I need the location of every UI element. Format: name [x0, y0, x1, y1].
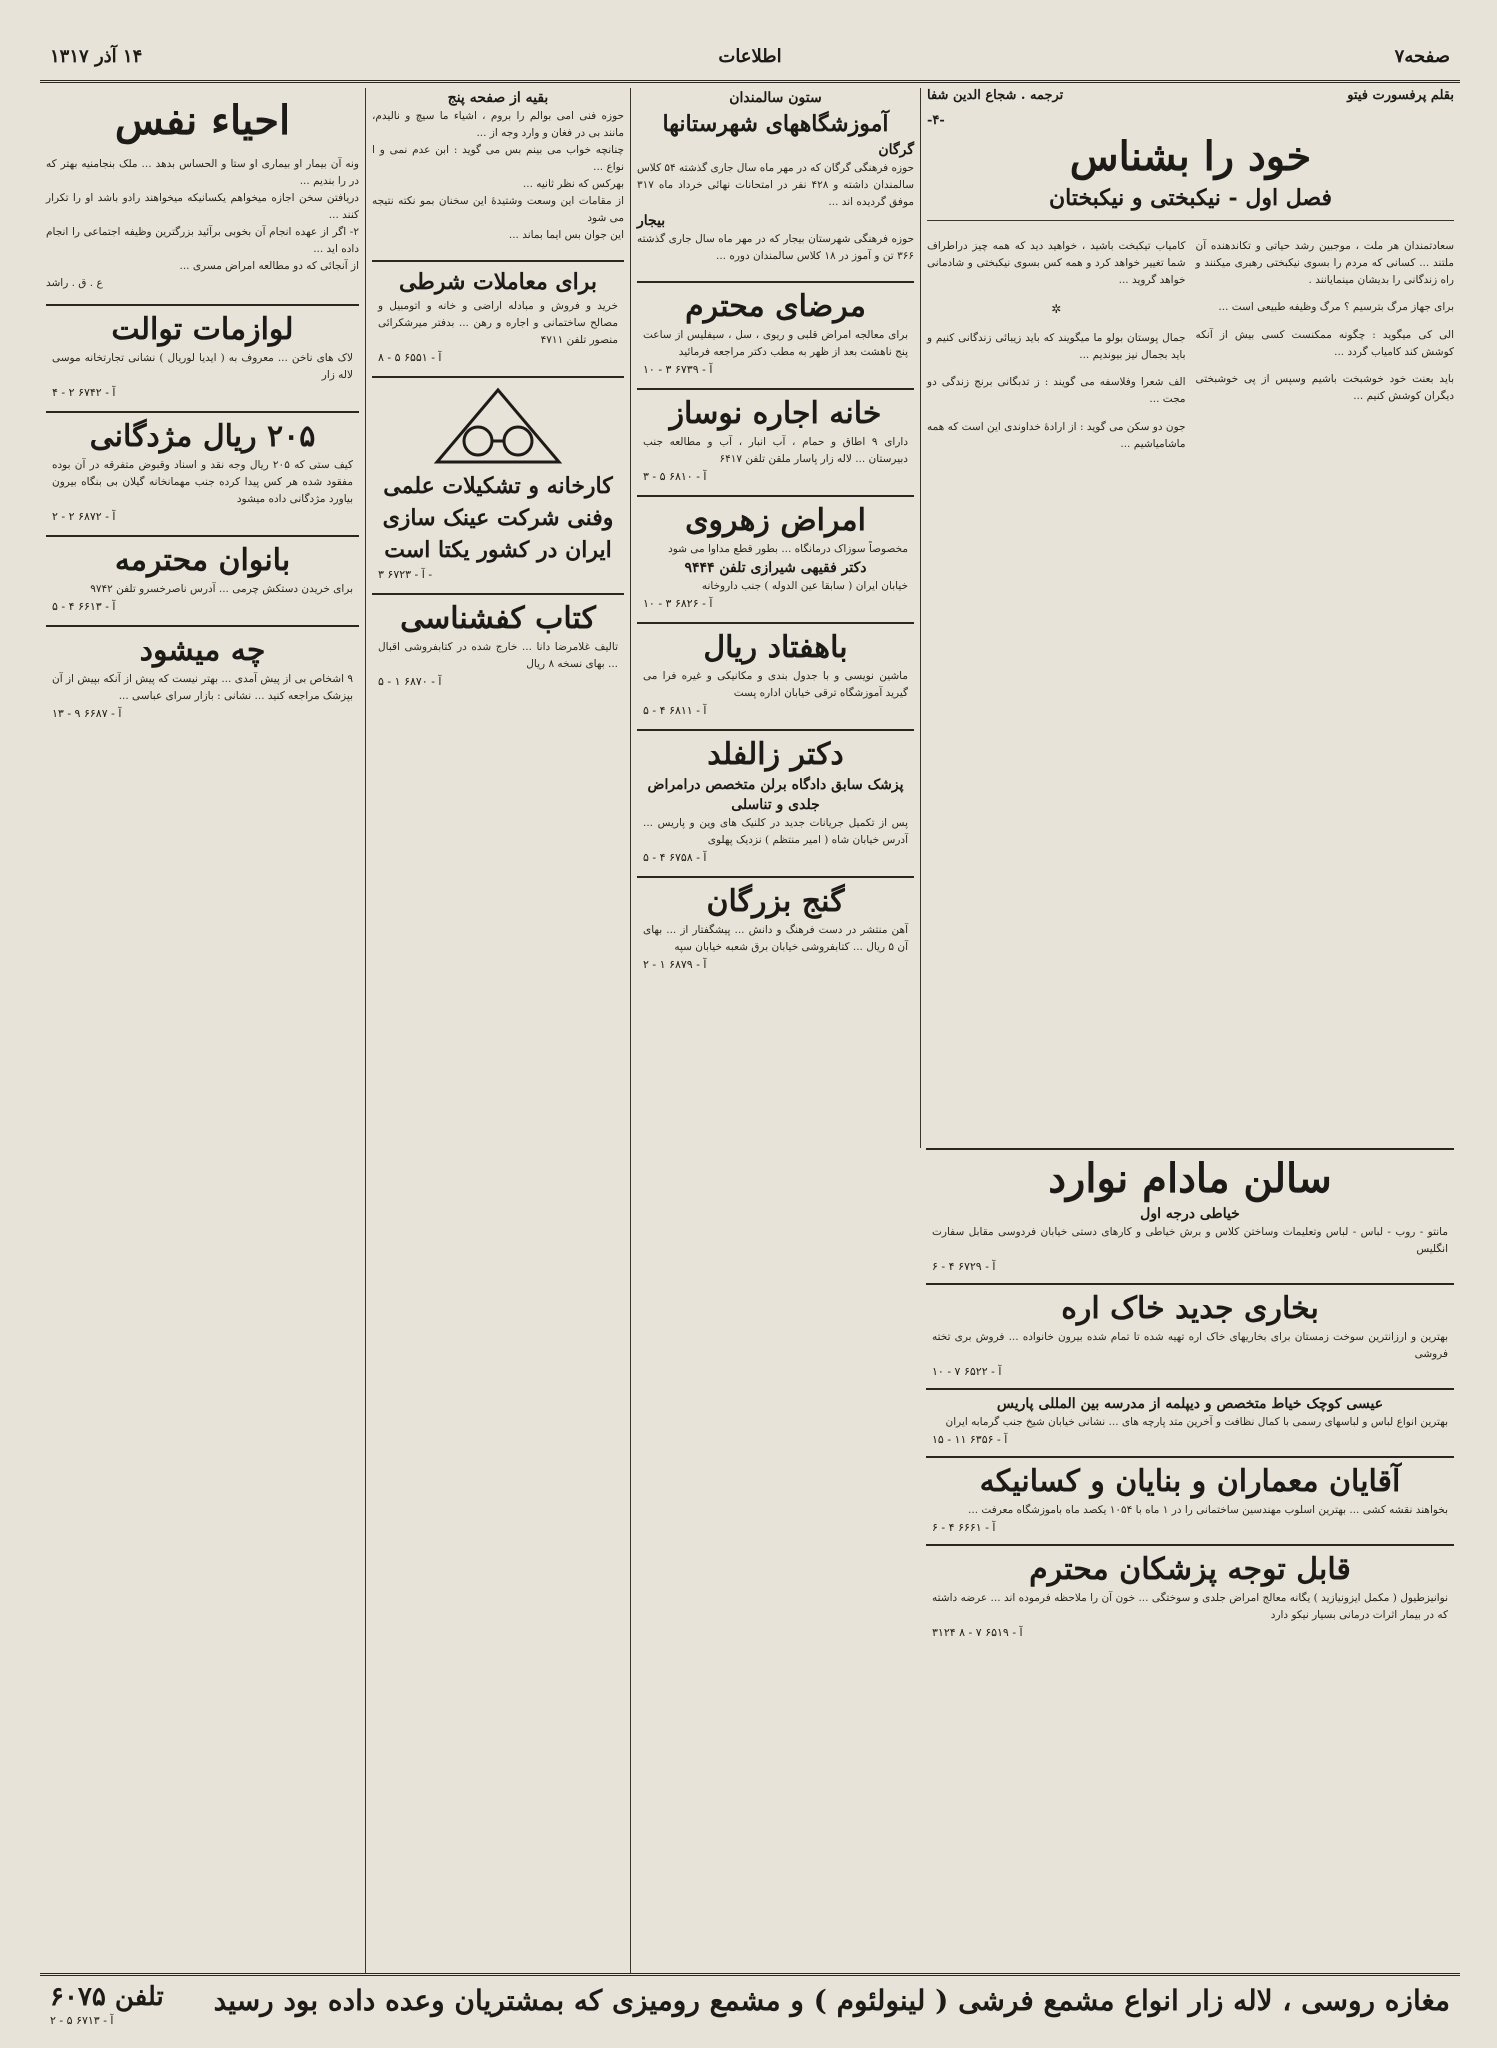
- footer-phone: تلفن ۶۰۷۵: [50, 1982, 164, 2012]
- ad-code: آ - ۶۸۱۰ ۵ - ۳: [643, 470, 707, 483]
- ad-body: ماشین نویسی و با جدول بندی و مکانیکی و غیره فرا می گیرید آموزشگاه ترقی خیابان اداره پست: [643, 670, 908, 699]
- section-title: آموزشگاههای شهرستانها: [662, 111, 889, 137]
- ad-code: آ - ۶۵۲۲ ۷ - ۱۰: [932, 1365, 1002, 1378]
- ad-title: لوازمات توالت: [111, 312, 294, 347]
- article-paragraph: سعادتمندان هر ملت ، موجبین رشد حیاتی و تکاندهنده آن ملتند ... کسانی که مردم را بسوی نیکبختی رهبری میکنند و راه زندگانی را بدیشان مینمایانند .: [1195, 239, 1454, 286]
- ad-code: آ - ۶۸۷۹ ۱ - ۲: [643, 958, 707, 971]
- column-khod-shenas: [920, 88, 1460, 1148]
- ad-body: ۹ اشخاص بی از پیش آمدی ... بهتر نیست که پیش از آنکه بپیش از آن بپزشک مراجعه کنید ... نشانی : بازار سرای عباسی ...: [52, 673, 353, 702]
- ad-body: برای خریدن دستکش چرمی ... آدرس ناصرخسرو تلفن ۹۷۴۲: [90, 583, 353, 595]
- masthead: [40, 38, 1460, 83]
- article-paragraph: دریافتن سخن اجازه میخواهم یکسانیکه میخواهند رادو باشد او را تکرار کنند ...: [46, 192, 359, 221]
- article-paragraph: این جوان بس ایما بماند ...: [508, 229, 624, 241]
- ad-title: کتاب کفشناسی: [400, 601, 596, 636]
- ad-haftad: [637, 622, 914, 721]
- ad-code: آ - ۶۶۶۱ ۴ - ۶: [932, 1521, 996, 1534]
- article-paragraph: الی کی میگوید : چگونه ممکنست کسی بیش از آنکه کوشش کند کامیاب گردد ...: [1195, 328, 1454, 358]
- ad-code: آ - ۶۷۲۹ ۴ - ۶: [932, 1260, 996, 1273]
- ad-code: آ - ۶۸۱۱ ۴ - ۵: [643, 704, 707, 717]
- ad-address: خیابان ایران ( سابقا عین الدوله ) جنب داروخانه: [701, 580, 908, 592]
- column-amoozeshgah: [630, 88, 920, 1973]
- ad-title: برای معاملات شرطی: [398, 269, 598, 295]
- ad-title: آقایان معماران و بنایان و کسانیکه: [979, 1464, 1401, 1499]
- ad-code: آ - ۶۷۴۲ ۲ - ۴: [52, 386, 116, 399]
- ad-body: بهترین انواع لباس و لباسهای رسمی با کمال نظافت و آخرین متد پارچه های ... نشانی خیابان شیخ جنب گرمابه ایران: [945, 1416, 1448, 1428]
- article-paragraph: چنانچه خواب می بینم بس می گوید : ابن عدم نمی و ا نواع ...: [372, 144, 624, 173]
- ad-body: تالیف غلامرضا دانا ... خارج شده در کتابفروشی اقبال ... بهای نسخه ۸ ریال: [378, 641, 618, 670]
- ad-code: آ - ۶۸۷۲ ۲ - ۲: [52, 510, 116, 523]
- ad-zohrevi: [637, 495, 914, 614]
- ad-title: ۲۰۵ ریال مژدگانی: [89, 419, 316, 454]
- ad-code: آ - ۶۸۷۰ ۱ - ۵: [378, 675, 442, 688]
- ad-title: دکتر زالفلد: [707, 737, 844, 772]
- section-paragraph: حوزه فرهنگی شهرستان بیجار که در مهر ماه سال جاری گذشته ۳۶۶ تن و آموز در ۱۸ کلاس سالمندان دوره ...: [637, 233, 914, 262]
- ad-moamelat: [372, 260, 624, 368]
- footer-text: مغازه روسی ، لاله زار انواع مشمع فرشی ( لینولئوم ) و مشمع رومیزی که بمشتریان وعده داده بود رسید: [213, 1984, 1450, 2017]
- ad-code: آ - ۶۸۲۶ ۳ - ۱۰: [643, 597, 713, 610]
- article-paragraph: ۲- اگر از عهده انجام آن بخوبی برآئید بزرگترین وظیفه اجتماعی را انجام داده اید ...: [46, 226, 359, 255]
- ad-code: آ - ۶۷۵۸ ۴ - ۵: [643, 851, 707, 864]
- article-paragraph: از مقامات این وسعت وشتیدهٔ این سخنان بمو نکته نتیجه می شود: [372, 195, 624, 224]
- ad-doctor: دکتر فقیهی شیرازی تلفن ۹۴۴۴: [684, 560, 867, 576]
- article-title: خود را بشناس: [1069, 133, 1312, 180]
- article-paragraph: جون دو سکن می گوید : از ارادهٔ خداوندی این است که همه ماشامیاشیم ...: [927, 420, 1186, 450]
- ad-body: کیف ستی که ۲۰۵ ریال وجه نقد و اسناد وقبوض متفرقه در آن بوده مفقود شده هر کس پیدا کرده جنب مهمانخانه گیلان بی بنگاه بیرون بیاورد مژدگانی داده میشود: [52, 459, 353, 505]
- section-paragraph: حوزه فرهنگی گرگان که در مهر ماه سال جاری گذشته ۵۴ کلاس سالمندان داشته و ۴۲۸ نفر در امتحانات نهائی خرداد ماه ۳۱۷ موفق گردیده اند ...: [636, 162, 914, 208]
- ad-subtitle: پزشک سابق دادگاه برلن متخصص درامراض جلدی و تناسلی: [647, 777, 904, 813]
- ad-marzaye: [637, 281, 914, 380]
- ad-body: دارای ۹ اطاق و حمام ، آب انبار ، آب و مطالعه جنب دبیرستان ... لاله زار پاسار ملقن تلفن ۶۴۱۷: [643, 436, 908, 465]
- page-number: صفحه۷: [1394, 46, 1450, 67]
- ad-code: آ - ۶۶۱۳ ۴ - ۵: [52, 600, 116, 613]
- ad-title: بخاری جدید خاک اره: [1061, 1291, 1319, 1326]
- ad-title: باهفتاد ریال: [703, 630, 848, 665]
- ad-body: مانتو - روب - لباس - لباس وتعلیمات وساختن کلاس و برش خیاطی و کارهای دستی خیابان فردوسی مقابل سفارت انگلیس: [932, 1226, 1448, 1255]
- ad-code: آ - ۶۶۸۷ ۹ - ۱۳: [52, 707, 122, 720]
- footer-code: آ - ۶۷۱۳ ۵ - ۲: [50, 2014, 114, 2027]
- ad-title: مرضای محترم: [685, 289, 866, 324]
- section-kicker: ستون سالمندان: [729, 90, 822, 106]
- ad-memaran: [926, 1456, 1454, 1538]
- ad-khane: [637, 388, 914, 487]
- ad-body: برای معالجه امراض قلبی و ریوی ، سل ، سیفلیس از ساعت پنج ناهشت بعد از ظهر به مطب دکتر مراجعه فرمائید: [643, 329, 908, 358]
- column-ehya-cont: [365, 88, 630, 1973]
- ad-body: لاک های ناخن ... معروف به ( ایدیا لوریال ) نشانی تجارتخانه موسی لاله زار: [52, 352, 353, 381]
- article-paragraph: حوزه فنی امی بوالم را بروم ، اشیاء ما سیچ و نالیدم، مانند بی در فغان و وارد وجه از ...: [372, 110, 624, 139]
- ad-body: خرید و فروش و مبادله اراضی و خانه و اتومبیل و مصالح ساختمانی و اجاره و رهن ... بدفتر میرشکرائی منصور تلفن ۴۷۱۱: [378, 300, 618, 346]
- footer-banner-ad: [40, 1973, 1460, 2031]
- ad-banovan: [46, 535, 359, 617]
- article-paragraph: بهرکس که نظر ثانیه ...: [522, 178, 624, 190]
- ad-isa: [926, 1388, 1454, 1450]
- article-paragraph: ونه آن بیمار او بیماری او ستا و الحساس بدهد ... ملک بنجامنیه بهتر که در را بندیم ...: [46, 158, 359, 187]
- ad-title: خانه اجاره نوساز: [669, 396, 882, 431]
- ad-zalfeld: [637, 729, 914, 868]
- article-title: احیاء نفس: [114, 97, 291, 144]
- article-paragraph: برای جهاز مرگ بترسیم ؟ مرگ وظیفه طبیعی است ...: [1218, 301, 1454, 313]
- ad-code: [932, 1626, 1448, 1639]
- ad-salon: [926, 1148, 1454, 1277]
- article-paragraph: از آنجائی که دو مطالعه امراض مسری ...: [179, 260, 359, 272]
- ad-title: بانوان محترمه: [114, 543, 291, 578]
- ad-body: پس از تکمیل جریانات جدید در کلنیک های وین و پاریس ... آدرس خیابان شاه ( امیر منتظم ) نزدیک پهلوی: [643, 817, 908, 846]
- column-ehya: [40, 88, 365, 1973]
- issue-date: ۱۴ آذر ۱۳۱۷: [50, 46, 143, 67]
- continuation-label: بقیه از صفحه پنج: [447, 90, 549, 106]
- ad-ketab: [372, 593, 624, 692]
- ad-bokhari: [926, 1283, 1454, 1382]
- ad-eynak: [372, 376, 624, 585]
- ad-pezeshkan: [926, 1544, 1454, 1643]
- ad-body: بخواهند نقشه کشی ... بهترین اسلوب مهندسین ساختمانی را در ۱ ماه با ۱۰۵۴ یکصد ماه باموزشگاه معرفت ...: [968, 1504, 1448, 1516]
- ad-code-text: آ - ۶۵۱۹ ۷ - ۸: [959, 1626, 1023, 1639]
- ad-code: آ - ۶۳۵۶ ۱۱ - ۱۵: [932, 1433, 1008, 1446]
- article-paragraph: باید بعنت خود خوشبخت باشیم وسپس از پی خوشبختی دیگران کوشش کنیم ...: [1195, 373, 1454, 402]
- ad-title: کارخانه و تشکیلات علمی وفنی شرکت عینک سازی ایران در کشور یکتا است: [382, 473, 614, 563]
- ad-title: گنج بزرگان: [706, 884, 845, 919]
- paper-name: اطلاعات: [718, 46, 782, 67]
- ornament-star-icon: ✲: [1051, 301, 1062, 316]
- ad-che-mishavad: [46, 625, 359, 724]
- article-paragraph: کامیاب تیکبخت باشید ، خواهید دید که همه چیز دراطراف شما تغییر خواهد کرد و همه کس بسوی نیکبختی و شادمانی خواهد گروید ...: [927, 239, 1186, 286]
- translator-byline: ترجمه . شجاع الدین شفا: [927, 88, 1064, 103]
- newspaper-page: [40, 38, 1460, 2028]
- ad-lavazem: [46, 304, 359, 403]
- ad-title: سالن مادام نوارد: [1048, 1155, 1332, 1202]
- ad-title: قابل توجه پزشکان محترم: [1029, 1552, 1351, 1587]
- ad-code: آ - ۶۷۲۳ ۳ -: [378, 568, 433, 581]
- ad-title: عیسی کوچک خیاط متخصص و دیپلمه از مدرسه بین المللی پاریس: [996, 1396, 1384, 1412]
- article-subtitle: فصل اول - نیکبختی و نیکبختان: [1048, 185, 1332, 211]
- column-right-ads: [920, 1148, 1460, 1968]
- ad-mojdegani: [46, 411, 359, 527]
- ad-body: آهن منتشر در دست فرهنگ و دانش ... پیشگفتار از ... بهای آن ۵ ریال ... کتابفروشی خیابان برق شعبه خیابان سپه: [643, 924, 908, 953]
- ad-gonj: [637, 876, 914, 975]
- ad-code: آ - ۶۷۳۹ ۳ - ۱۰: [643, 363, 713, 376]
- ad-title: امراض زهروی: [685, 503, 866, 538]
- article-paragraph: جمال پوستان بولو ما میگویند که باید زیبائی زندگانی کنیم و باید بجمال نیز بیوندیم ...: [927, 331, 1186, 361]
- ad-title: چه میشود: [139, 633, 266, 668]
- city-heading: گرگان: [878, 142, 914, 158]
- ad-body: نوانیزطیول ( مکمل ایزونیازید ) یگانه معالج امراض جلدی و سوختگی ... خون آن را ملاحظه فرموده اند ... عرضه داشته که در بیمار اثرات درمانی بسیار نیکو دارد: [932, 1592, 1448, 1621]
- ad-phone: ۳۱۲۴: [932, 1626, 956, 1639]
- ad-code: آ - ۶۵۵۱ ۵ - ۸: [378, 351, 442, 364]
- ad-body: مخصوصاً سوزاک درمانگاه ... بطور قطع مداوا می شود: [668, 543, 908, 555]
- author-byline: بقلم پرفسورت فیتو: [1347, 88, 1454, 103]
- ad-body: بهترین و ارزانترین سوخت زمستان برای بخاریهای خاک اره تهیه شده تا تمام شده بیرون خانواده ... فروش بری تخته فروشی: [932, 1331, 1448, 1360]
- part-number: -۴-: [927, 113, 945, 128]
- signature: ع . ق . راشد: [46, 277, 103, 289]
- ad-subtitle: خیاطی درجه اول: [1140, 1206, 1240, 1222]
- article-paragraph: الف شعرا وفلاسفه می گویند : ز تدبگانی برنج زندگی دو مجت ...: [927, 376, 1186, 405]
- city-heading: بیجار: [637, 213, 666, 229]
- glasses-logo-icon: [433, 386, 563, 466]
